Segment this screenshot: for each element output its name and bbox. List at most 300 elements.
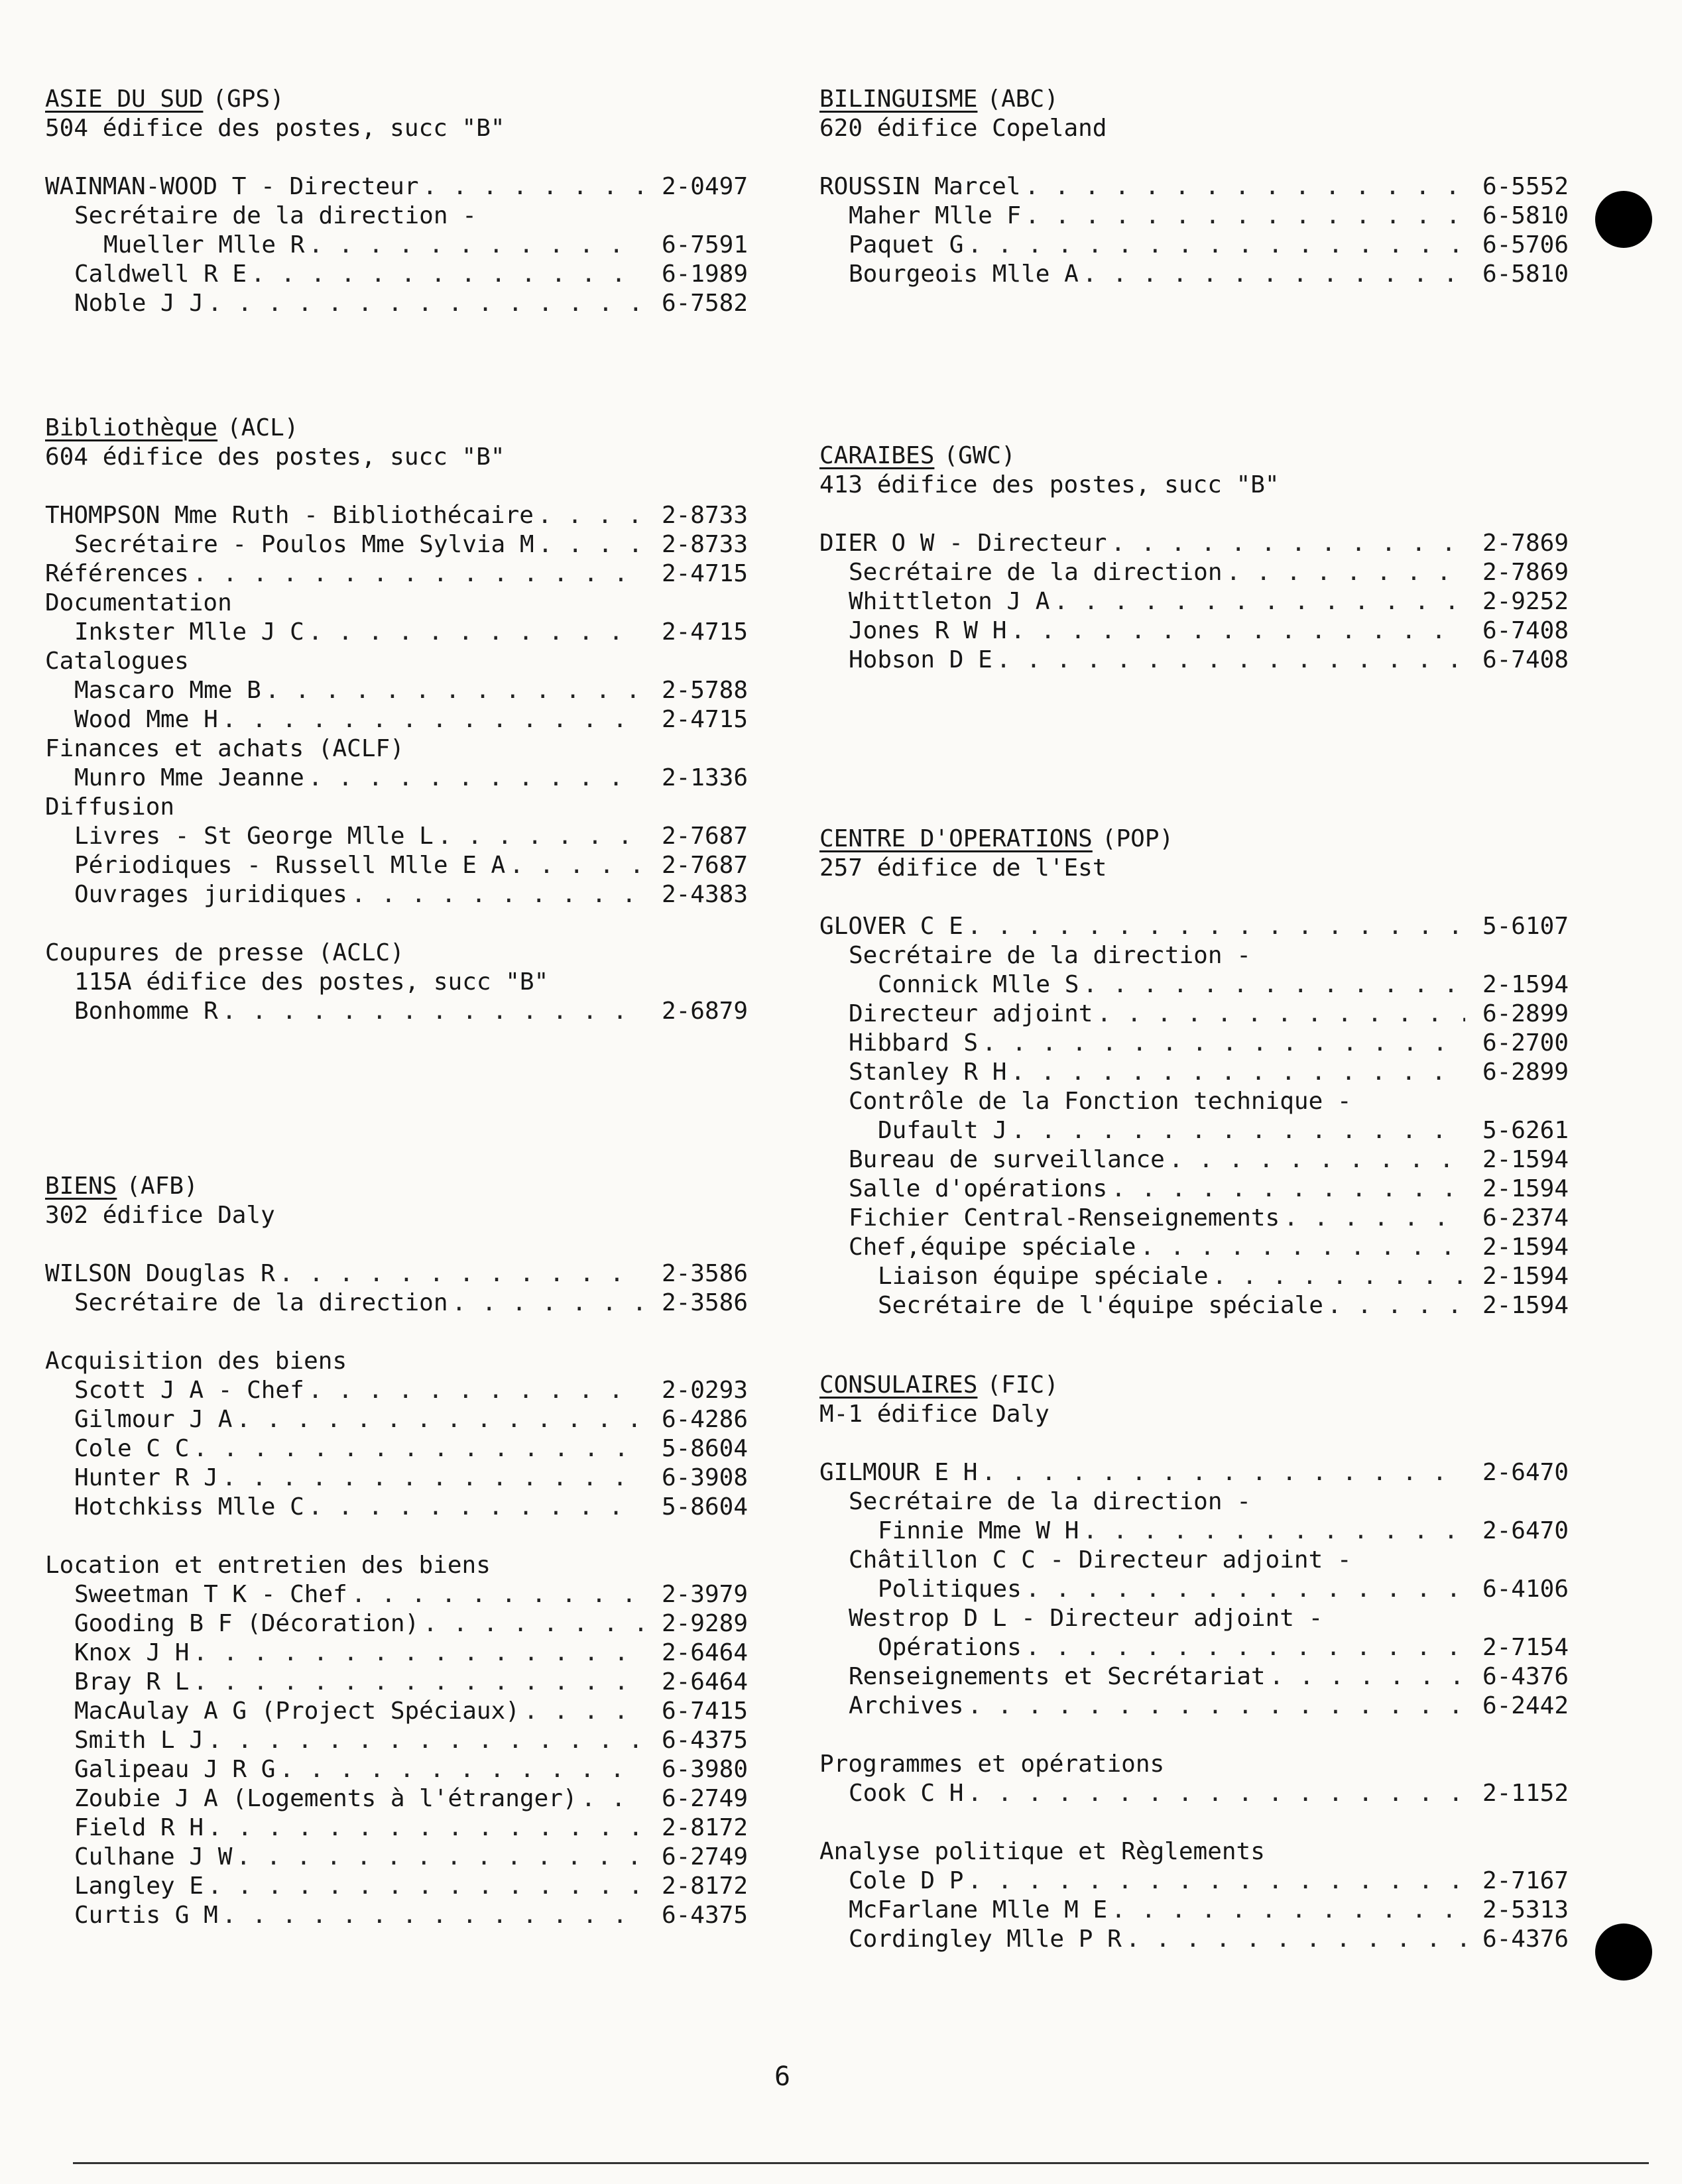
subheading	[45, 793, 748, 822]
entry-name: Mascaro Mme B	[74, 677, 261, 704]
dot-leader	[423, 1609, 644, 1638]
entry-name: MacAulay A G (Project Spéciaux)	[74, 1697, 520, 1725]
subheading	[819, 1087, 1569, 1116]
dot-leader	[1111, 1896, 1465, 1925]
bottom-rule	[73, 2162, 1649, 2164]
phone-number: 6-4286	[661, 1406, 748, 1433]
dot-leader	[1284, 1204, 1465, 1233]
dot-leader	[308, 618, 644, 647]
directory-entry	[819, 260, 1569, 289]
entry-name: Chef,équipe spéciale	[849, 1234, 1136, 1261]
entry-name: Diffusion	[45, 793, 175, 821]
dot-leader	[509, 851, 644, 880]
directory-entry	[45, 1843, 748, 1872]
phone-number: 6-7408	[1482, 617, 1569, 644]
section-title: CARAIBES	[819, 442, 935, 469]
entry-name: Contrôle de la Fonction technique -	[849, 1088, 1352, 1115]
entry-name: Munro Mme Jeanne	[74, 764, 304, 791]
entry-name: Acquisition des biens	[45, 1348, 347, 1375]
section-header	[819, 441, 1569, 471]
directory-entry	[819, 201, 1569, 231]
directory-entry	[45, 231, 748, 260]
spacer	[819, 1429, 1569, 1458]
section-address: 257 édifice de l'Est	[819, 854, 1107, 882]
entry-name: Connick Mlle S	[878, 971, 1079, 998]
subheading	[45, 1551, 748, 1580]
entry-name: THOMPSON Mme Ruth - Bibliothécaire	[45, 502, 534, 529]
entry-name: Mueller Mlle R	[103, 231, 305, 259]
entry-name: Châtillon C C - Directeur adjoint -	[849, 1546, 1352, 1574]
dot-leader	[1097, 1000, 1465, 1029]
phone-number: 2-3979	[661, 1581, 748, 1608]
entry-name: Analyse politique et Règlements	[819, 1838, 1265, 1865]
entry-name: Finances et achats (ACLF)	[45, 735, 404, 762]
entry-name: GLOVER C E	[819, 913, 963, 940]
phone-number: 6-7582	[661, 290, 748, 317]
dot-leader	[308, 231, 644, 260]
phone-number: 6-7415	[661, 1697, 748, 1725]
entry-name: Secrétaire - Poulos Mme Sylvia M	[74, 531, 534, 558]
entry-name: Secrétaire de la direction	[849, 559, 1223, 586]
phone-number: 2-8172	[661, 1814, 748, 1841]
phone-number: 2-1594	[1482, 1263, 1569, 1290]
dot-leader	[1227, 558, 1465, 587]
phone-number: 6-4376	[1482, 1663, 1569, 1690]
phone-number: 2-0497	[661, 173, 748, 200]
entry-name: Scott J A - Chef	[74, 1377, 304, 1404]
subheading	[45, 1347, 748, 1376]
section-title: CONSULAIRES	[819, 1371, 978, 1399]
directory-entry	[819, 172, 1569, 201]
entry-name: Salle d'opérations	[849, 1175, 1108, 1202]
entry-name: Cordingley Mlle P R	[849, 1925, 1122, 1953]
entry-name: Gooding B F (Décoration)	[74, 1610, 420, 1637]
spacer	[45, 1522, 748, 1551]
directory-entry	[45, 1697, 748, 1726]
section-address: M-1 édifice Daly	[819, 1401, 1050, 1428]
directory-section	[819, 1371, 1569, 1954]
dot-leader	[1327, 1291, 1465, 1320]
phone-number: 6-4376	[1482, 1925, 1569, 1953]
entry-name: Secrétaire de l'équipe spéciale	[878, 1292, 1323, 1319]
entry-name: Catalogues	[45, 648, 189, 675]
spacer	[819, 1721, 1569, 1750]
section-code: (ACL)	[227, 414, 299, 441]
dot-leader	[1111, 529, 1465, 558]
entry-name: Liaison équipe spéciale	[878, 1263, 1209, 1290]
directory-entry	[45, 1668, 748, 1697]
entry-name: Renseignements et Secrétariat	[849, 1663, 1266, 1690]
dot-leader	[1083, 970, 1465, 1000]
directory-entry	[45, 1580, 748, 1609]
section-code: (AFB)	[126, 1173, 198, 1200]
entry-name: Directeur adjoint	[849, 1000, 1093, 1027]
phone-number: 6-2749	[661, 1785, 748, 1812]
entry-name: WAINMAN-WOOD T - Directeur	[45, 173, 419, 200]
phone-number: 2-4383	[661, 881, 748, 908]
phone-number: 2-7154	[1482, 1634, 1569, 1661]
section-header	[45, 85, 748, 114]
directory-entry	[45, 822, 748, 851]
dot-leader	[222, 1901, 644, 1930]
directory-entry	[819, 646, 1569, 675]
spacer	[45, 143, 748, 172]
entry-name: Noble J J	[74, 290, 204, 317]
spacer	[45, 909, 748, 939]
entry-name: Wood Mme H	[74, 706, 218, 733]
phone-number: 2-1594	[1482, 1234, 1569, 1261]
subheading	[45, 201, 748, 231]
directory-entry	[45, 1289, 748, 1318]
phone-number: 6-4106	[1482, 1576, 1569, 1603]
dot-leader	[222, 997, 644, 1026]
phone-number: 2-7869	[1482, 559, 1569, 586]
spacer	[45, 1230, 748, 1259]
entry-name: Périodiques - Russell Mlle E A	[74, 852, 506, 879]
dot-leader	[1010, 616, 1465, 646]
section-header	[819, 85, 1569, 114]
directory-entry	[45, 172, 748, 201]
phone-number: 2-4715	[661, 618, 748, 646]
dot-leader	[981, 1458, 1465, 1487]
phone-number: 6-2899	[1482, 1059, 1569, 1086]
directory-entry	[45, 618, 748, 647]
dot-leader	[193, 559, 644, 589]
subheading	[819, 1487, 1569, 1517]
directory-entry	[45, 1376, 748, 1405]
dot-leader	[1083, 260, 1465, 289]
phone-number: 2-1594	[1482, 1175, 1569, 1202]
entry-name: ROUSSIN Marcel	[819, 173, 1021, 200]
dot-leader	[1053, 587, 1465, 616]
entry-name: Jones R W H	[849, 617, 1007, 644]
entry-name: Stanley R H	[849, 1059, 1007, 1086]
dot-leader	[967, 1692, 1465, 1721]
phone-number: 6-4375	[661, 1727, 748, 1754]
entry-name: Archives	[849, 1692, 964, 1719]
entry-name: Bonhomme R	[74, 998, 218, 1025]
directory-entry	[45, 260, 748, 289]
directory-section	[45, 85, 748, 318]
dot-leader	[279, 1259, 644, 1289]
phone-number: 2-8733	[661, 531, 748, 558]
dot-leader	[1010, 1058, 1465, 1087]
dot-leader	[452, 1289, 644, 1318]
dot-leader	[1026, 1575, 1465, 1604]
entry-name: Ouvrages juridiques	[74, 881, 347, 908]
section-title: BILINGUISME	[819, 86, 978, 113]
dot-leader	[967, 912, 1465, 941]
phone-number: 2-4715	[661, 706, 748, 733]
dot-leader	[236, 1405, 644, 1434]
dot-leader	[251, 260, 644, 289]
directory-entry	[819, 1145, 1569, 1175]
section-code: (ABC)	[987, 86, 1059, 113]
phone-number: 6-2700	[1482, 1029, 1569, 1057]
directory-entry	[45, 1726, 748, 1755]
dot-leader	[982, 1029, 1465, 1058]
phone-number: 2-5788	[661, 677, 748, 704]
dot-leader	[1011, 1116, 1465, 1145]
phone-number: 6-4375	[661, 1902, 748, 1929]
section-title: BIENS	[45, 1173, 117, 1200]
entry-name: Hotchkiss Mlle C	[74, 1493, 304, 1521]
entry-name: Fichier Central-Renseignements	[849, 1204, 1280, 1232]
phone-number: 2-1152	[1482, 1780, 1569, 1807]
phone-number: 2-9252	[1482, 588, 1569, 615]
dot-leader	[208, 1813, 644, 1843]
directory-entry	[45, 1872, 748, 1901]
directory-entry	[819, 231, 1569, 260]
entry-name: Cook C H	[849, 1780, 964, 1807]
dot-leader	[1270, 1662, 1465, 1692]
dot-leader	[1026, 1633, 1465, 1662]
section-address: 604 édifice des postes, succ "B"	[45, 443, 505, 471]
directory-entry	[819, 1692, 1569, 1721]
dot-leader	[308, 764, 644, 793]
subheading	[819, 1837, 1569, 1867]
dot-leader	[208, 1726, 644, 1755]
phone-number: 2-1336	[661, 764, 748, 791]
entry-name: Secrétaire de la direction	[74, 1289, 448, 1316]
entry-name: Secrétaire de la direction -	[849, 1488, 1251, 1515]
entry-name: Bourgeois Mlle A	[849, 260, 1079, 288]
entry-name: Caldwell R E	[74, 260, 247, 288]
dot-leader	[193, 1668, 644, 1697]
directory-entry	[45, 1464, 748, 1493]
directory-entry	[819, 1458, 1569, 1487]
phone-number: 2-3586	[661, 1289, 748, 1316]
directory-entry	[45, 1493, 748, 1522]
entry-name: Secrétaire de la direction -	[849, 942, 1251, 969]
subheading	[819, 1750, 1569, 1779]
dot-leader	[351, 1580, 644, 1609]
section-code: (FIC)	[987, 1371, 1059, 1399]
phone-number: 5-6107	[1482, 913, 1569, 940]
phone-number: 2-8172	[661, 1872, 748, 1900]
punch-hole-icon	[1595, 191, 1652, 248]
entry-name: Finnie Mme W H	[878, 1517, 1079, 1544]
directory-section	[819, 85, 1569, 289]
directory-entry	[819, 970, 1569, 1000]
phone-number: 2-7869	[1482, 530, 1569, 557]
entry-name: McFarlane Mlle M E	[849, 1896, 1108, 1924]
directory-entry	[45, 997, 748, 1026]
subheading	[819, 1604, 1569, 1633]
directory-entry	[819, 1029, 1569, 1058]
subheading	[45, 939, 748, 968]
entry-name: Hibbard S	[849, 1029, 979, 1057]
phone-number: 5-6261	[1482, 1117, 1569, 1144]
section-address: 504 édifice des postes, succ "B"	[45, 115, 505, 142]
entry-name: Sweetman T K - Chef	[74, 1581, 347, 1608]
entry-name: Location et entretien des biens	[45, 1552, 491, 1579]
directory-entry	[45, 1755, 748, 1784]
directory-entry	[45, 764, 748, 793]
dot-leader	[538, 501, 644, 530]
section-code: (GPS)	[212, 86, 284, 113]
phone-number: 2-4715	[661, 560, 748, 587]
entry-name: Field R H	[74, 1814, 204, 1841]
directory-entry	[45, 851, 748, 880]
phone-number: 6-2442	[1482, 1692, 1569, 1719]
subheading	[45, 968, 748, 997]
directory-entry	[45, 1609, 748, 1638]
spacer	[819, 143, 1569, 172]
entry-name: Galipeau J R G	[74, 1756, 276, 1783]
phone-number: 2-6464	[661, 1668, 748, 1695]
directory-entry	[45, 1901, 748, 1930]
section-address: 413 édifice des postes, succ "B"	[819, 471, 1280, 498]
phone-number: 2-1594	[1482, 971, 1569, 998]
spacer	[819, 883, 1569, 912]
directory-entry	[819, 1233, 1569, 1262]
directory-entry	[45, 705, 748, 734]
page-number: 6	[774, 2061, 791, 2092]
entry-name: Smith L J	[74, 1727, 204, 1754]
phone-number: 2-7167	[1482, 1867, 1569, 1894]
dot-leader	[967, 231, 1465, 260]
phone-number: 2-9289	[661, 1610, 748, 1637]
directory-entry	[819, 1291, 1569, 1320]
entry-name: DIER O W - Directeur	[819, 530, 1107, 557]
dot-leader	[308, 1493, 644, 1522]
directory-entry	[45, 676, 748, 705]
directory-entry	[819, 1575, 1569, 1604]
directory-entry	[45, 1259, 748, 1289]
directory-section	[819, 441, 1569, 675]
phone-number: 6-7408	[1482, 646, 1569, 673]
entry-name: Langley E	[74, 1872, 204, 1900]
dot-leader	[236, 1843, 644, 1872]
phone-number: 6-2899	[1482, 1000, 1569, 1027]
dot-leader	[1083, 1517, 1465, 1546]
directory-entry	[819, 1000, 1569, 1029]
directory-entry	[819, 558, 1569, 587]
section-address: 620 édifice Copeland	[819, 115, 1107, 142]
section-header	[45, 414, 748, 443]
phone-number: 5-8604	[661, 1435, 748, 1462]
subheading	[45, 647, 748, 676]
directory-entry	[45, 1813, 748, 1843]
dot-leader	[423, 172, 644, 201]
entry-name: Curtis G M	[74, 1902, 218, 1929]
section-address: 302 édifice Daly	[45, 1202, 275, 1229]
punch-hole-icon	[1595, 1924, 1652, 1981]
phone-number: 2-7687	[661, 823, 748, 850]
entry-name: Culhane J W	[74, 1843, 233, 1870]
entry-name: Westrop D L - Directeur adjoint -	[849, 1605, 1323, 1632]
entry-name: Documentation	[45, 589, 232, 616]
phone-number: 2-0293	[661, 1377, 748, 1404]
directory-entry	[819, 1662, 1569, 1692]
directory-entry	[45, 289, 748, 318]
dot-leader	[524, 1697, 644, 1726]
entry-name: WILSON Douglas R	[45, 1260, 275, 1287]
directory-entry	[819, 587, 1569, 616]
spacer	[45, 472, 748, 501]
section-title: CENTRE D'OPERATIONS	[819, 825, 1093, 852]
dot-leader	[1140, 1233, 1465, 1262]
phone-number: 2-7687	[661, 852, 748, 879]
directory-entry	[819, 616, 1569, 646]
entry-name: Bureau de surveillance	[849, 1146, 1165, 1173]
entry-name: Maher Mlle F	[849, 202, 1022, 229]
entry-name: Politiques	[878, 1576, 1022, 1603]
directory-entry	[45, 559, 748, 589]
phone-number: 6-2749	[661, 1843, 748, 1870]
section-header	[45, 1172, 748, 1201]
phone-number: 5-8604	[661, 1493, 748, 1521]
dot-leader	[1213, 1262, 1466, 1291]
phone-number: 6-7591	[661, 231, 748, 259]
entry-name: Hunter R J	[74, 1464, 218, 1491]
dot-leader	[208, 289, 644, 318]
directory-entry	[45, 1405, 748, 1434]
directory-entry	[819, 1116, 1569, 1145]
directory-entry	[45, 1638, 748, 1668]
directory-entry	[819, 1204, 1569, 1233]
subheading	[819, 1546, 1569, 1575]
directory-entry	[819, 529, 1569, 558]
phone-number: 2-6470	[1482, 1459, 1569, 1486]
dot-leader	[222, 705, 644, 734]
directory-entry	[45, 501, 748, 530]
directory-entry	[819, 1262, 1569, 1291]
phone-number: 2-8733	[661, 502, 748, 529]
directory-entry	[819, 1779, 1569, 1808]
entry-name: Références	[45, 560, 189, 587]
phone-number: 2-1594	[1482, 1146, 1569, 1173]
dot-leader	[967, 1779, 1465, 1808]
dot-leader	[581, 1784, 644, 1813]
directory-entry	[819, 1925, 1569, 1954]
phone-number: 6-2374	[1482, 1204, 1569, 1232]
entry-name: Hobson D E	[849, 646, 992, 673]
phone-number: 2-1594	[1482, 1292, 1569, 1319]
directory-section	[45, 1172, 748, 1930]
phone-number: 6-5706	[1482, 231, 1569, 259]
entry-name: GILMOUR E H	[819, 1459, 978, 1486]
section-code: (GWC)	[943, 442, 1016, 469]
entry-name: Cole C C	[74, 1435, 190, 1462]
phone-number: 2-6879	[661, 998, 748, 1025]
dot-leader	[193, 1638, 644, 1668]
directory-entry	[819, 1175, 1569, 1204]
dot-leader	[538, 530, 644, 559]
dot-leader	[308, 1376, 644, 1405]
section-title: Bibliothèque	[45, 414, 218, 441]
dot-leader	[222, 1464, 644, 1493]
entry-name: Inkster Mlle J C	[74, 618, 304, 646]
subheading	[45, 589, 748, 618]
spacer	[45, 1318, 748, 1347]
entry-name: Dufault J	[878, 1117, 1008, 1144]
phone-number: 6-5552	[1482, 173, 1569, 200]
phone-number: 6-5810	[1482, 202, 1569, 229]
entry-name: Programmes et opérations	[819, 1751, 1165, 1778]
phone-number: 6-3980	[661, 1756, 748, 1783]
entry-name: 115A édifice des postes, succ "B"	[74, 968, 549, 996]
dot-leader	[1169, 1145, 1465, 1175]
dot-leader	[193, 1434, 644, 1464]
directory-entry	[45, 530, 748, 559]
directory-entry	[819, 1058, 1569, 1087]
phone-number: 6-3908	[661, 1464, 748, 1491]
entry-name: Livres - St George Mlle L	[74, 823, 434, 850]
directory-entry	[819, 1517, 1569, 1546]
section-header	[819, 825, 1569, 854]
